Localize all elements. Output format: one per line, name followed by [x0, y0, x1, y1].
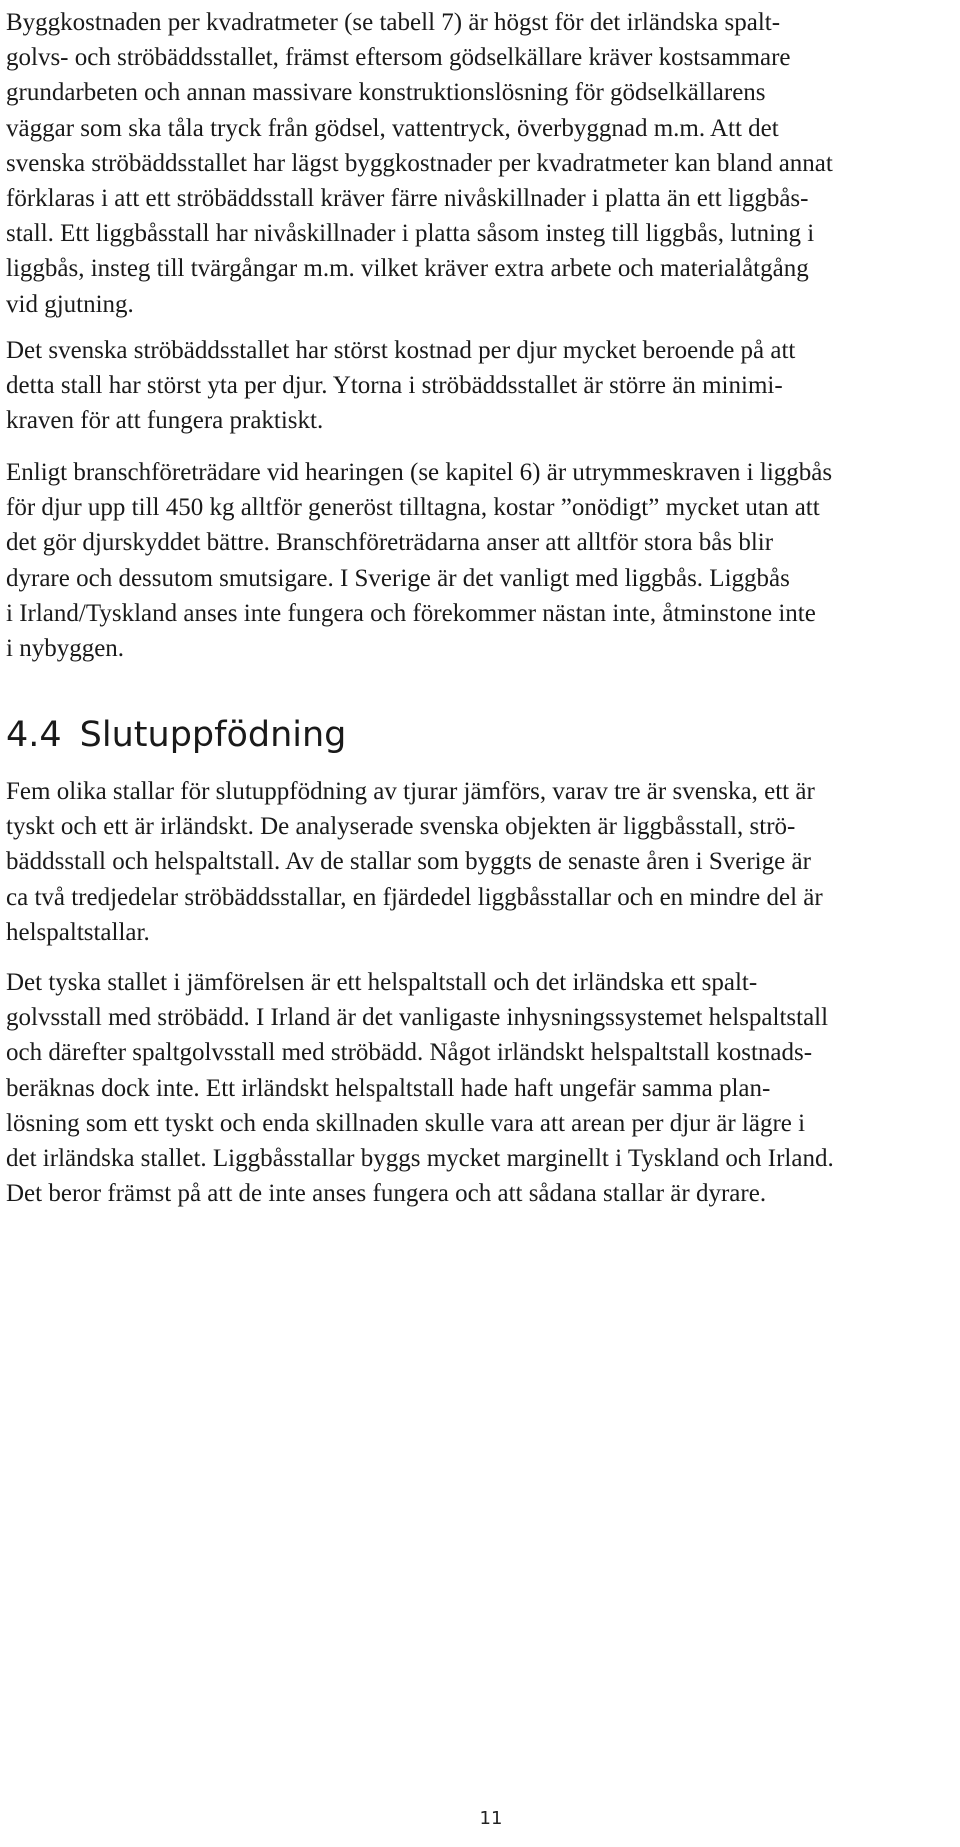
paragraph-cost-per-animal: [6, 333, 954, 439]
text-line: ca två tredjedelar ströbäddsstallar, en fjärdedel liggbåsstallar och en mindre del är: [6, 883, 823, 911]
text-line: i Irland/Tyskland anses inte fungera och förekommer nästan inte, åtminstone inte: [6, 599, 816, 627]
page-number: 11: [479, 1808, 503, 1829]
text-line: Fem olika stallar för slutuppfödning av tjurar jämförs, varav tre är svenska, ett är: [6, 778, 815, 805]
section-number: 4.4: [6, 715, 62, 755]
text-line: beräknas dock inte. Ett irländskt helspaltstall hade haft ungefär samma plan-: [6, 1074, 771, 1102]
text-line: lösning som ett tyskt och enda skillnaden skulle vara att arean per djur är lägre i: [6, 1109, 806, 1137]
text-line: liggbås, insteg till tvärgångar m.m. vilket kräver extra arbete och materialåtgång: [6, 255, 809, 283]
text-line: detta stall har störst yta per djur. Ytorna i ströbäddsstallet är större än minimi-: [6, 372, 783, 400]
text-line: Det svenska ströbäddsstallet har störst kostnad per djur mycket beroende på att: [6, 337, 796, 364]
text-line: tyskt och ett är irländskt. De analyserade svenska objekten är liggbåsstall, strö-: [6, 813, 796, 841]
paragraph-five-stalls: [6, 774, 954, 950]
text-line: det irländska stallet. Liggbåsstallar byggs mycket marginellt i Tyskland och Irland.: [6, 1145, 834, 1173]
text-line: golvs- och ströbäddsstallet, främst eftersom gödselkällare kräver kostsammare: [6, 44, 791, 72]
text-line: det gör djurskyddet bättre. Branschföreträdarna anser att alltför stora bås blir: [6, 529, 774, 557]
paragraph-building-cost: [6, 5, 954, 322]
text-line: och därefter spaltgolvsstall med ströbädd. Något irländskt helspaltstall kostnads-: [6, 1039, 813, 1067]
text-line: Enligt branschföreträdare vid hearingen (se kapitel 6) är utrymmeskraven i liggbås: [6, 459, 833, 486]
text-line: förklaras i att ett ströbäddsstall kräver färre nivåskillnader i platta än ett liggbås-: [6, 185, 809, 213]
section-heading: [6, 712, 346, 758]
text-line: svenska ströbäddsstallet har lägst byggkostnader per kvadratmeter kan bland annat: [6, 149, 833, 177]
text-line: kraven för att fungera praktiskt.: [6, 407, 324, 435]
text-line: vid gjutning.: [6, 290, 134, 318]
text-line: dyrare och dessutom smutsigare. I Sverige är det vanligt med liggbås. Liggbås: [6, 564, 790, 592]
text-line: grundarbeten och annan massivare konstruktionslösning för gödselkällarens: [6, 79, 766, 107]
paragraph-industry-views: [6, 455, 954, 666]
text-line: i nybyggen.: [6, 635, 125, 663]
text-line: stall. Ett liggbåsstall har nivåskillnader i platta såsom insteg till liggbås, lutning i: [6, 220, 815, 248]
text-line: för djur upp till 450 kg alltför generöst tilltagna, kostar ”onödigt” mycket utan att: [6, 494, 820, 522]
text-line: Det beror främst på att de inte anses fungera och att sådana stallar är dyrare.: [6, 1180, 767, 1208]
text-line: helspaltstallar.: [6, 918, 150, 946]
text-line: väggar som ska tåla tryck från gödsel, vattentryck, överbyggnad m.m. Att det: [6, 114, 779, 142]
text-line: golvsstall med ströbädd. I Irland är det vanligaste inhysningssystemet helspaltstall: [6, 1004, 829, 1032]
section-title: Slutuppfödning: [79, 715, 347, 755]
paragraph-german-irish: [6, 965, 954, 1211]
text-line: bäddsstall och helspaltstall. Av de stallar som byggts de senaste åren i Sverige är: [6, 848, 811, 876]
text-line: Byggkostnaden per kvadratmeter (se tabell 7) är högst för det irländska spalt-: [6, 9, 781, 36]
text-line: Det tyska stallet i jämförelsen är ett helspaltstall och det irländska ett spalt-: [6, 969, 758, 996]
